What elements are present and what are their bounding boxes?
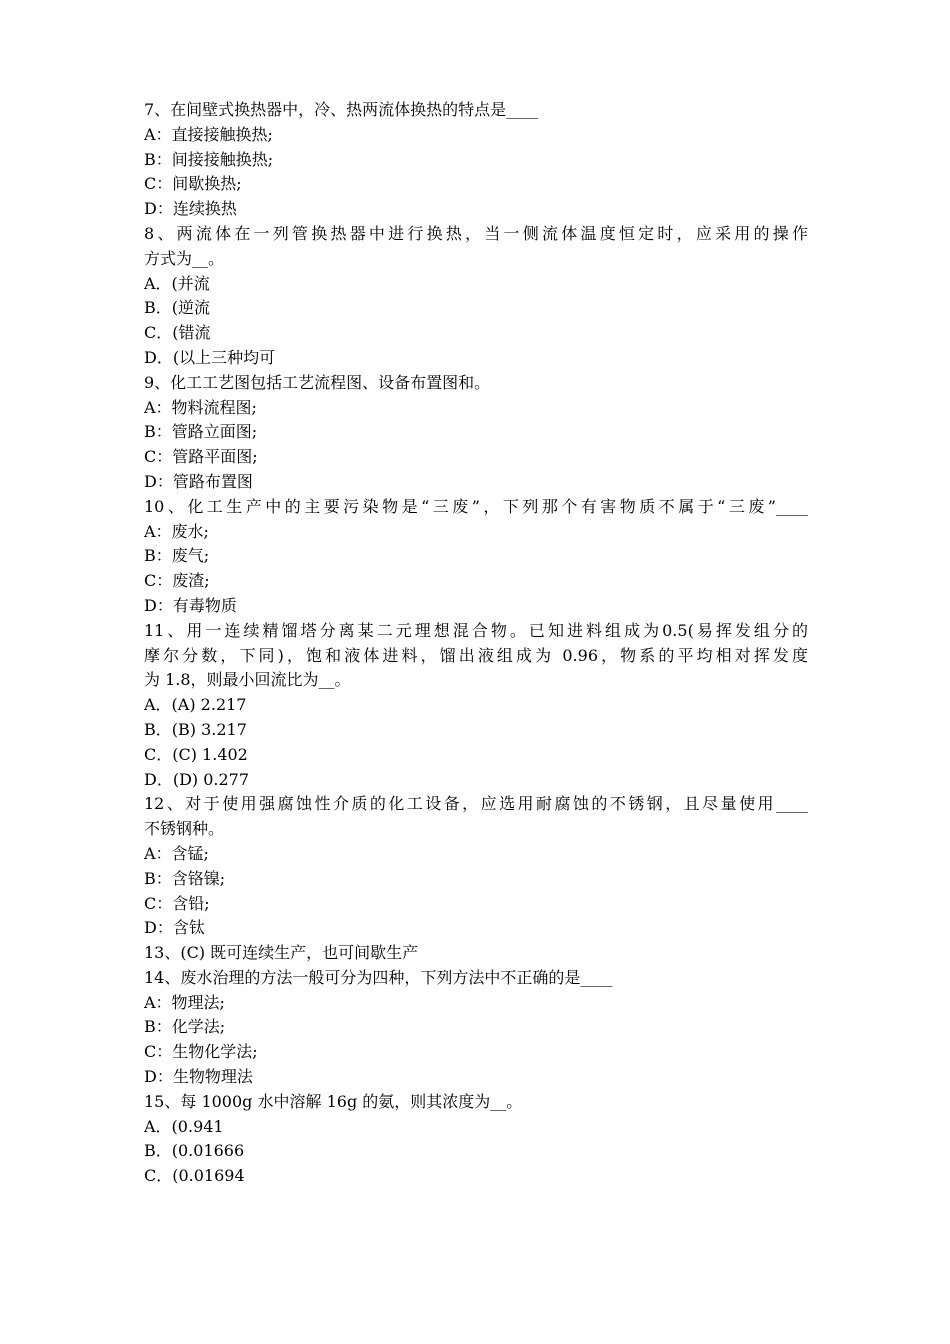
text-line: C：废渣; bbox=[144, 571, 210, 591]
text-line: B：废气; bbox=[144, 546, 210, 566]
text-line: B．(逆流 bbox=[144, 298, 211, 318]
text-line: A：废水; bbox=[144, 521, 209, 541]
text-line: C．(C) 1.402 bbox=[144, 744, 248, 764]
text-line: B．(0.01666 bbox=[144, 1141, 245, 1161]
text-line: A．(0.941 bbox=[144, 1116, 224, 1136]
text-line: D：连续换热 bbox=[144, 199, 237, 219]
text-line: A：含锰; bbox=[144, 843, 209, 863]
text-line: C：管路平面图; bbox=[144, 447, 258, 467]
text-line: D：含钛 bbox=[144, 918, 205, 938]
text-line: B．(B) 3.217 bbox=[144, 719, 247, 739]
text-line: A．(并流 bbox=[144, 273, 210, 293]
text-line: D：生物物理法 bbox=[144, 1067, 253, 1087]
text-line: 方式为__。 bbox=[144, 248, 225, 268]
text-line: 10、化工生产中的主要污染物是“三废”，下列那个有害物质不属于“三废”____ bbox=[144, 496, 808, 516]
text-line: 12、对于使用强腐蚀性介质的化工设备，应选用耐腐蚀的不锈钢，且尽量使用____ bbox=[144, 794, 808, 814]
text-line: C：间歇换热; bbox=[144, 174, 242, 194]
text-line: D．(以上三种均可 bbox=[144, 347, 276, 367]
text-line: C：生物化学法; bbox=[144, 1042, 258, 1062]
text-line: B：含铬镍; bbox=[144, 868, 226, 888]
text-line: D：有毒物质 bbox=[144, 595, 237, 615]
text-line: D：管路布置图 bbox=[144, 471, 253, 491]
text-line: A：物料流程图; bbox=[144, 397, 257, 417]
text-line: 11、用一连续精馏塔分离某二元理想混合物。已知进料组成为0.5(易挥发组分的 bbox=[144, 620, 808, 640]
text-line: 不锈钢种。 bbox=[144, 819, 225, 839]
text-line: 摩尔分数，下同)，饱和液体进料，馏出液组成为 0.96，物系的平均相对挥发度 bbox=[144, 645, 808, 665]
text-line: 15、每 1000g 水中溶解 16g 的氨，则其浓度为__。 bbox=[144, 1091, 523, 1111]
text-line: C．(错流 bbox=[144, 323, 211, 343]
text-line: 7、在间壁式换热器中，冷、热两流体换热的特点是____ bbox=[144, 100, 539, 119]
text-line: 为 1.8，则最小回流比为__。 bbox=[144, 670, 351, 690]
text-line: 8、两流体在一列管换热器中进行换热，当一侧流体温度恒定时，应采用的操作 bbox=[144, 223, 808, 243]
text-line: B：化学法; bbox=[144, 1017, 226, 1037]
text-line: C：含铅; bbox=[144, 893, 210, 913]
text-line: A：直接接触换热; bbox=[144, 124, 273, 144]
text-line: C．(0.01694 bbox=[144, 1166, 245, 1186]
text-line: D．(D) 0.277 bbox=[144, 769, 250, 789]
text-line: B：间接接触换热; bbox=[144, 149, 274, 169]
text-line: A：物理法; bbox=[144, 992, 225, 1012]
text-line: 14、废水治理的方法一般可分为四种，下列方法中不正确的是____ bbox=[144, 967, 613, 987]
text-line: 13、(C) 既可连续生产，也可间歇生产 bbox=[144, 943, 419, 963]
document-page bbox=[144, 98, 808, 1189]
text-line: B：管路立面图; bbox=[144, 422, 258, 442]
text-line: A．(A) 2.217 bbox=[144, 695, 247, 715]
text-line: 9、化工工艺图包括工艺流程图、设备布置图和。 bbox=[144, 372, 491, 392]
